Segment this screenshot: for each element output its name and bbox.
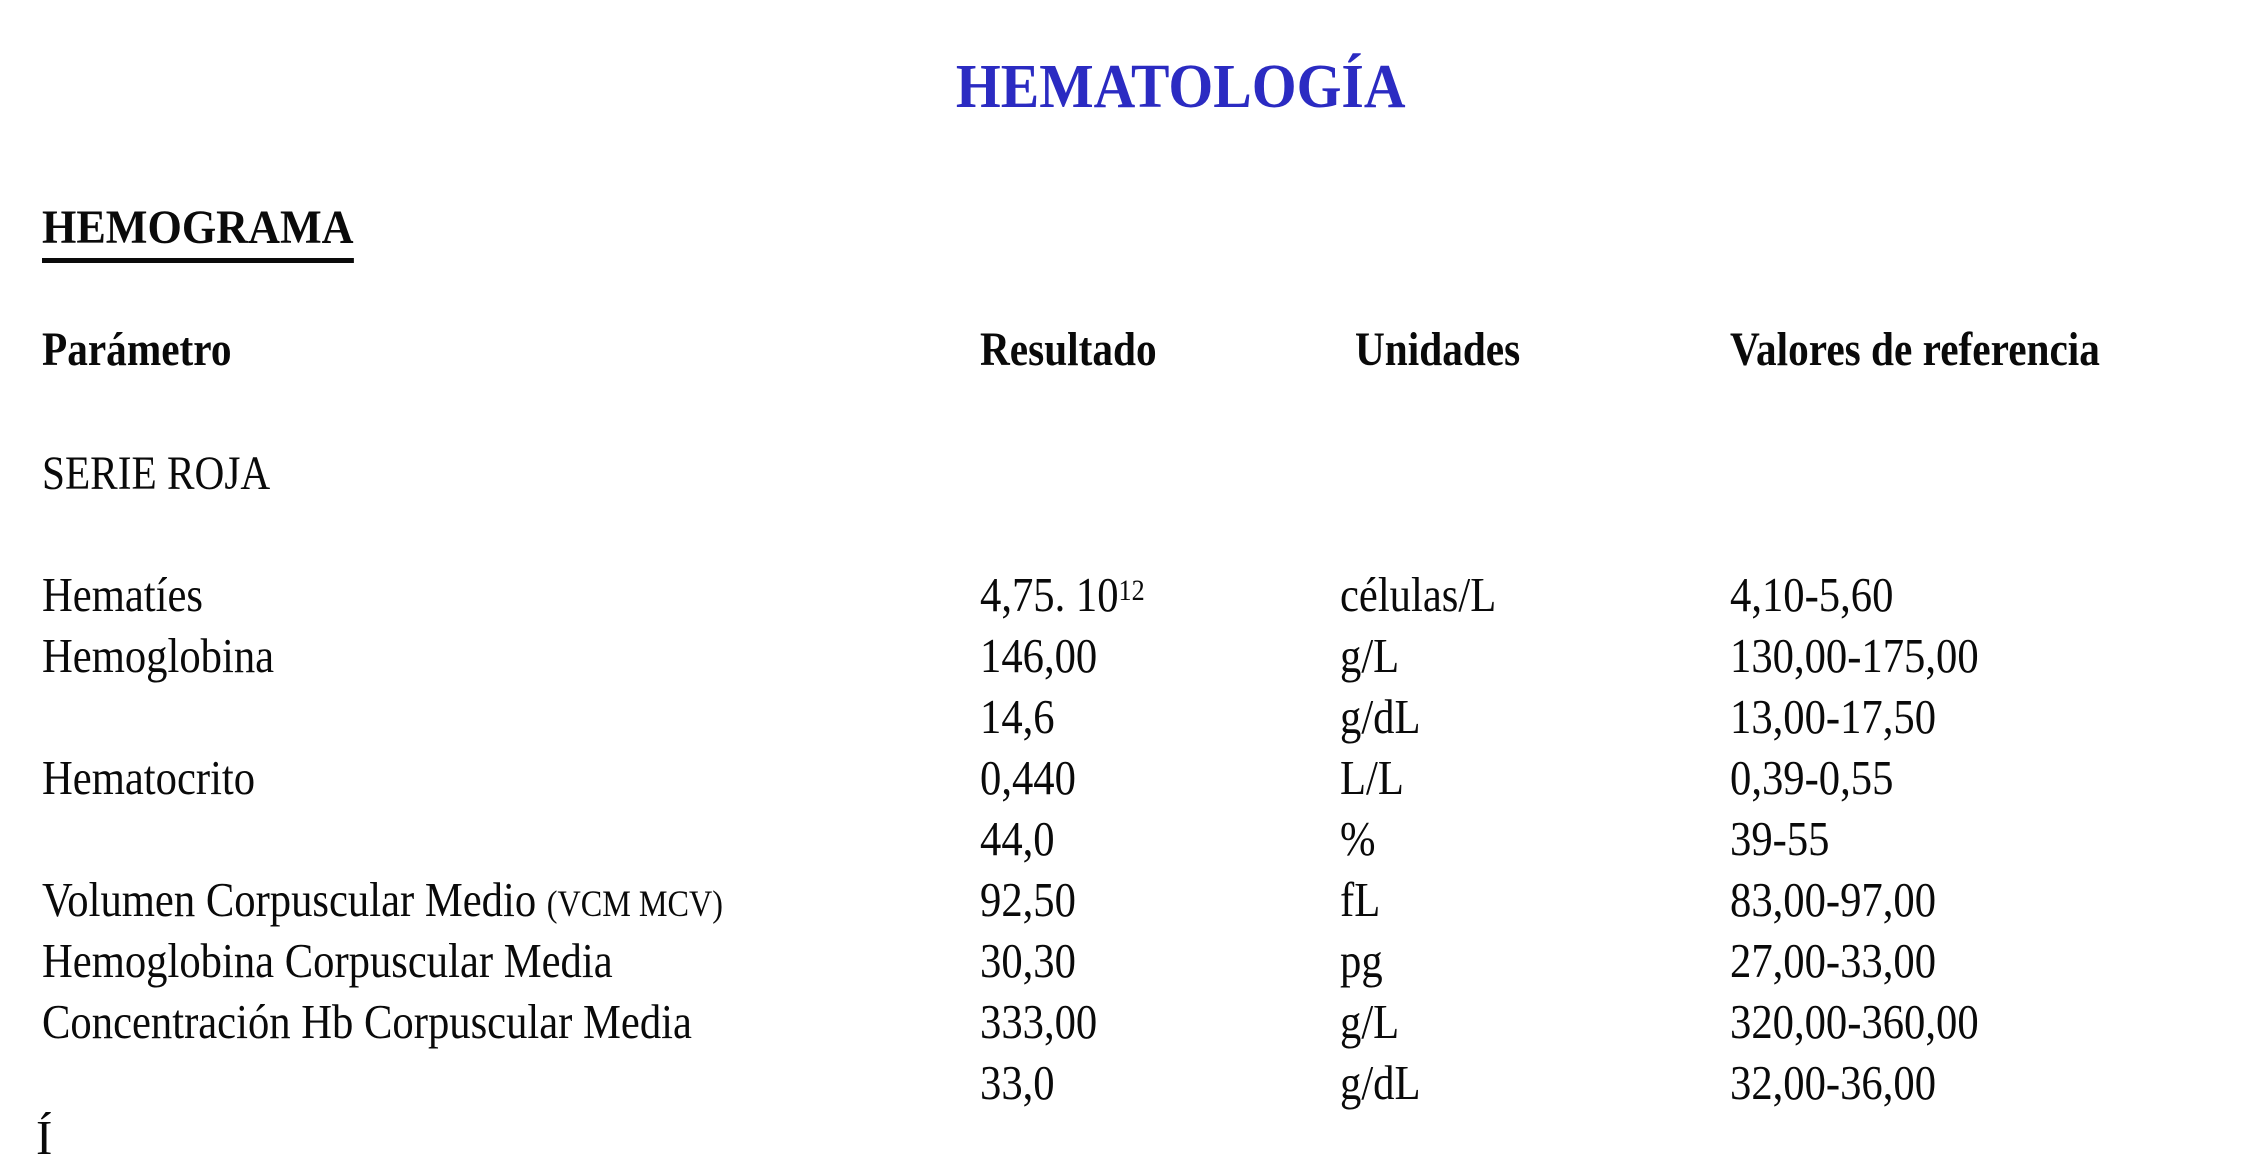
result-value: 333,00: [980, 994, 1098, 1049]
result-value: 14,6: [980, 689, 1055, 744]
page-title: [0, 52, 2262, 122]
units-cell: %: [1340, 811, 1376, 866]
table-row: [0, 931, 2262, 992]
results-table: [0, 565, 2262, 1114]
result-cell: [980, 565, 1145, 625]
parameter-name: Volumen Corpuscular Medio: [42, 872, 537, 927]
units-cell: g/dL: [1340, 1055, 1421, 1110]
result-exponent: 12: [1118, 574, 1145, 607]
parameter-name: Hemoglobina Corpuscular Media: [42, 933, 613, 988]
result-value: 44,0: [980, 811, 1055, 866]
result-value: 30,30: [980, 933, 1076, 988]
result-value: 4,75. 10: [980, 567, 1119, 622]
reference-cell: 320,00-360,00: [1730, 994, 1979, 1049]
parameter-name: Hematíes: [42, 567, 203, 622]
table-row: [0, 687, 2262, 748]
reference-cell: 32,00-36,00: [1730, 1055, 1937, 1110]
parameter-cell: [42, 870, 723, 935]
section-title-text: HEMOGRAMA: [42, 200, 354, 263]
result-cell: [980, 931, 1076, 991]
column-header-parameter: Parámetro: [42, 323, 232, 376]
result-cell: [980, 626, 1097, 686]
reference-cell: 27,00-33,00: [1730, 933, 1937, 988]
units-cell: g/L: [1340, 994, 1400, 1049]
reference-cell: 39-55: [1730, 811, 1830, 866]
table-row: [0, 626, 2262, 687]
cut-off-row: Í: [36, 1110, 53, 1165]
units-cell: pg: [1340, 933, 1383, 988]
reference-cell: 130,00-175,00: [1730, 628, 1979, 683]
result-cell: [980, 748, 1076, 808]
table-row: [0, 1053, 2262, 1114]
result-value: 0,440: [980, 750, 1076, 805]
result-cell: [980, 687, 1055, 747]
parameter-cell: [42, 992, 692, 1057]
parameter-name: Hematocrito: [42, 750, 256, 805]
result-cell: [980, 1053, 1055, 1113]
reference-cell: 13,00-17,50: [1730, 689, 1937, 744]
parameter-cell: [42, 565, 203, 630]
units-cell: células/L: [1340, 567, 1497, 622]
result-cell: [980, 992, 1097, 1052]
result-value: 92,50: [980, 872, 1076, 927]
table-row: [0, 809, 2262, 870]
page-title-text: HEMATOLOGÍA: [956, 53, 1406, 121]
parameter-note: (VCM MCV): [546, 884, 723, 925]
table-row: [0, 870, 2262, 931]
parameter-cell: [42, 748, 255, 813]
reference-cell: 83,00-97,00: [1730, 872, 1937, 927]
column-header-result: Resultado: [980, 323, 1157, 376]
table-row: [0, 565, 2262, 626]
units-cell: L/L: [1340, 750, 1404, 805]
parameter-name: Concentración Hb Corpuscular Media: [42, 994, 692, 1049]
result-cell: [980, 809, 1055, 869]
section-title: [42, 200, 381, 263]
result-cell: [980, 870, 1076, 930]
column-header-units: Unidades: [1355, 323, 1521, 376]
column-header-reference: Valores de referencia: [1730, 323, 2100, 376]
parameter-name: Hemoglobina: [42, 628, 275, 683]
reference-cell: 0,39-0,55: [1730, 750, 1894, 805]
units-cell: g/dL: [1340, 689, 1421, 744]
parameter-cell: [42, 931, 613, 996]
group-label: SERIE ROJA: [42, 447, 271, 500]
units-cell: g/L: [1340, 628, 1400, 683]
reference-cell: 4,10-5,60: [1730, 567, 1894, 622]
table-row: [0, 992, 2262, 1053]
result-value: 146,00: [980, 628, 1098, 683]
parameter-cell: [42, 626, 274, 691]
table-row: [0, 748, 2262, 809]
result-value: 33,0: [980, 1055, 1055, 1110]
units-cell: fL: [1340, 872, 1381, 927]
